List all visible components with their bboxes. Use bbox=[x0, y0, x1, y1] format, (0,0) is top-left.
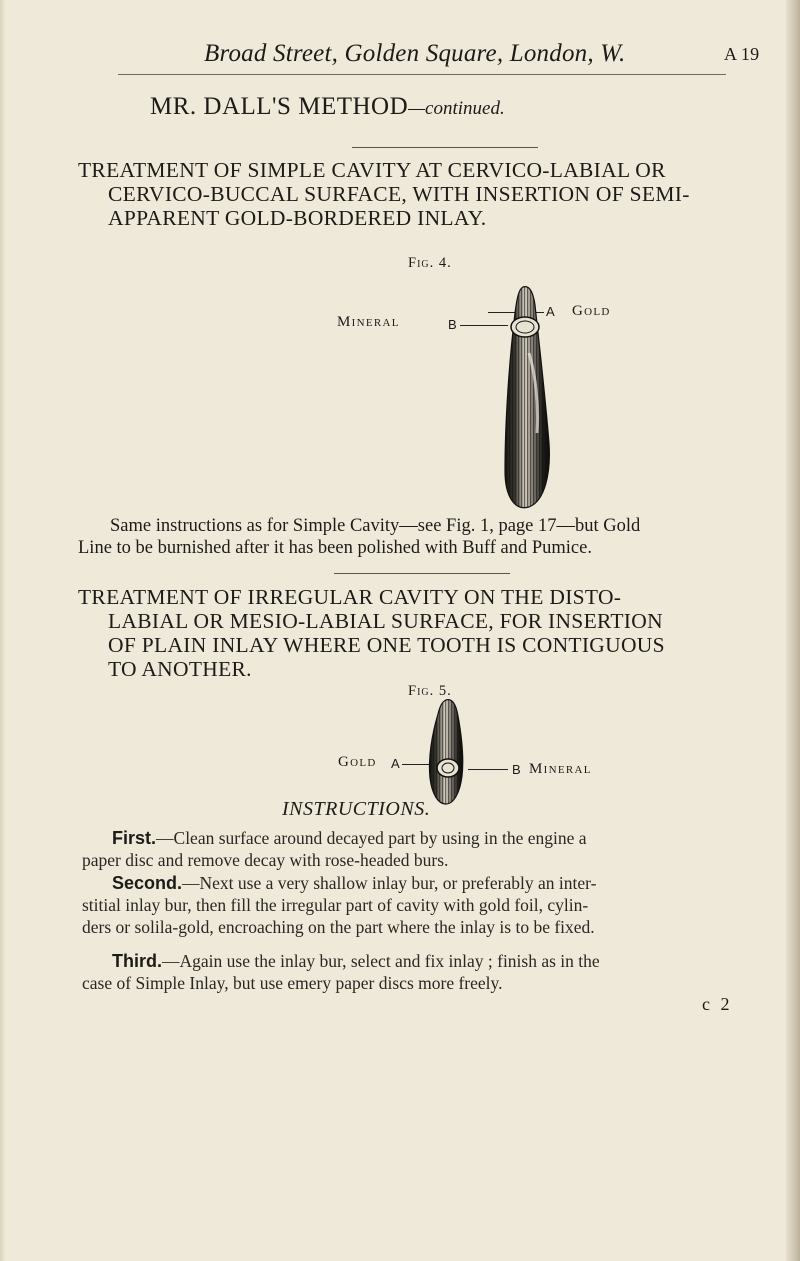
section1-heading-line: TREATMENT OF SIMPLE CAVITY AT CERVICO-LABIAL OR bbox=[78, 158, 666, 182]
instruction-third-text: case of Simple Inlay, but use emery paper discs more freely. bbox=[82, 973, 503, 993]
instruction-second bbox=[82, 872, 798, 938]
section1-heading-line: CERVICO-BUCCAL SURFACE, WITH INSERTION OF SEMI- bbox=[108, 182, 690, 206]
instruction-second-text: stitial inlay bur, then fill the irregular part of cavity with gold foil, cylin- bbox=[82, 895, 589, 915]
instruction-second-text: ders or solila-gold, encroaching on the part where the inlay is to be fixed. bbox=[82, 917, 595, 937]
instruction-second-key: Second. bbox=[112, 873, 183, 893]
instruction-first-key: First. bbox=[112, 828, 157, 848]
instructions-heading: INSTRUCTIONS. bbox=[282, 798, 431, 820]
instruction-second-text: —Next use a very shallow inlay bur, or preferably an inter- bbox=[182, 873, 597, 893]
fig4-tooth-illustration bbox=[485, 283, 569, 511]
running-head bbox=[204, 40, 760, 72]
page-title bbox=[150, 93, 670, 121]
section-rule bbox=[334, 573, 510, 574]
fig4-caption: Fig. 4. bbox=[408, 255, 452, 271]
page-title-sub: —continued. bbox=[408, 98, 505, 119]
fig5-tooth-illustration bbox=[412, 698, 482, 806]
page-title-main: MR. DALL'S METHOD bbox=[150, 93, 409, 120]
fig5-letter-b: B bbox=[512, 762, 521, 777]
section1-paragraph-line: Same instructions as for Simple Cavity—see Fig. 1, page 17—but Gold bbox=[110, 516, 641, 536]
instruction-first-text: —Clean surface around decayed part by using in the engine a bbox=[156, 828, 587, 848]
instruction-third bbox=[82, 950, 798, 994]
running-head-rule bbox=[118, 74, 726, 75]
running-head-text: Broad Street, Golden Square, London, W. bbox=[204, 40, 626, 67]
section1-heading bbox=[78, 158, 778, 230]
fig4-label-gold: Gold bbox=[572, 303, 611, 319]
page-edge-right bbox=[786, 0, 800, 1261]
fig4-label-mineral: Mineral bbox=[337, 314, 400, 330]
fig4-letter-a: A bbox=[546, 304, 555, 319]
instruction-first bbox=[82, 827, 798, 871]
fig4-letter-b: B bbox=[448, 317, 457, 332]
fig5-label-mineral: Mineral bbox=[529, 761, 592, 777]
section2-heading-line: TO ANOTHER. bbox=[108, 657, 252, 681]
fig5-label-gold: Gold bbox=[338, 754, 377, 770]
instruction-third-text: —Again use the inlay bur, select and fix inlay ; finish as in the bbox=[162, 951, 600, 971]
section2-heading-line: TREATMENT OF IRREGULAR CAVITY ON THE DISTO- bbox=[78, 585, 622, 609]
title-rule bbox=[352, 147, 538, 148]
section2-heading bbox=[78, 585, 778, 681]
page-number: A 19 bbox=[724, 44, 760, 64]
section2-heading-line: OF PLAIN INLAY WHERE ONE TOOTH IS CONTIGUOUS bbox=[108, 633, 665, 657]
section1-paragraph bbox=[78, 515, 798, 559]
section1-heading-line: APPARENT GOLD-BORDERED INLAY. bbox=[108, 206, 487, 230]
page-edge-left bbox=[0, 0, 6, 1261]
fig5-letter-a: A bbox=[391, 756, 400, 771]
section2-heading-line: LABIAL OR MESIO-LABIAL SURFACE, FOR INSERTION bbox=[108, 609, 663, 633]
fig5-caption: Fig. 5. bbox=[408, 683, 452, 699]
instruction-first-text: paper disc and remove decay with rose-headed burs. bbox=[82, 850, 449, 870]
signature-mark: c 2 bbox=[702, 994, 733, 1014]
instruction-third-key: Third. bbox=[112, 951, 162, 971]
section1-paragraph-line: Line to be burnished after it has been polished with Buff and Pumice. bbox=[78, 538, 592, 558]
